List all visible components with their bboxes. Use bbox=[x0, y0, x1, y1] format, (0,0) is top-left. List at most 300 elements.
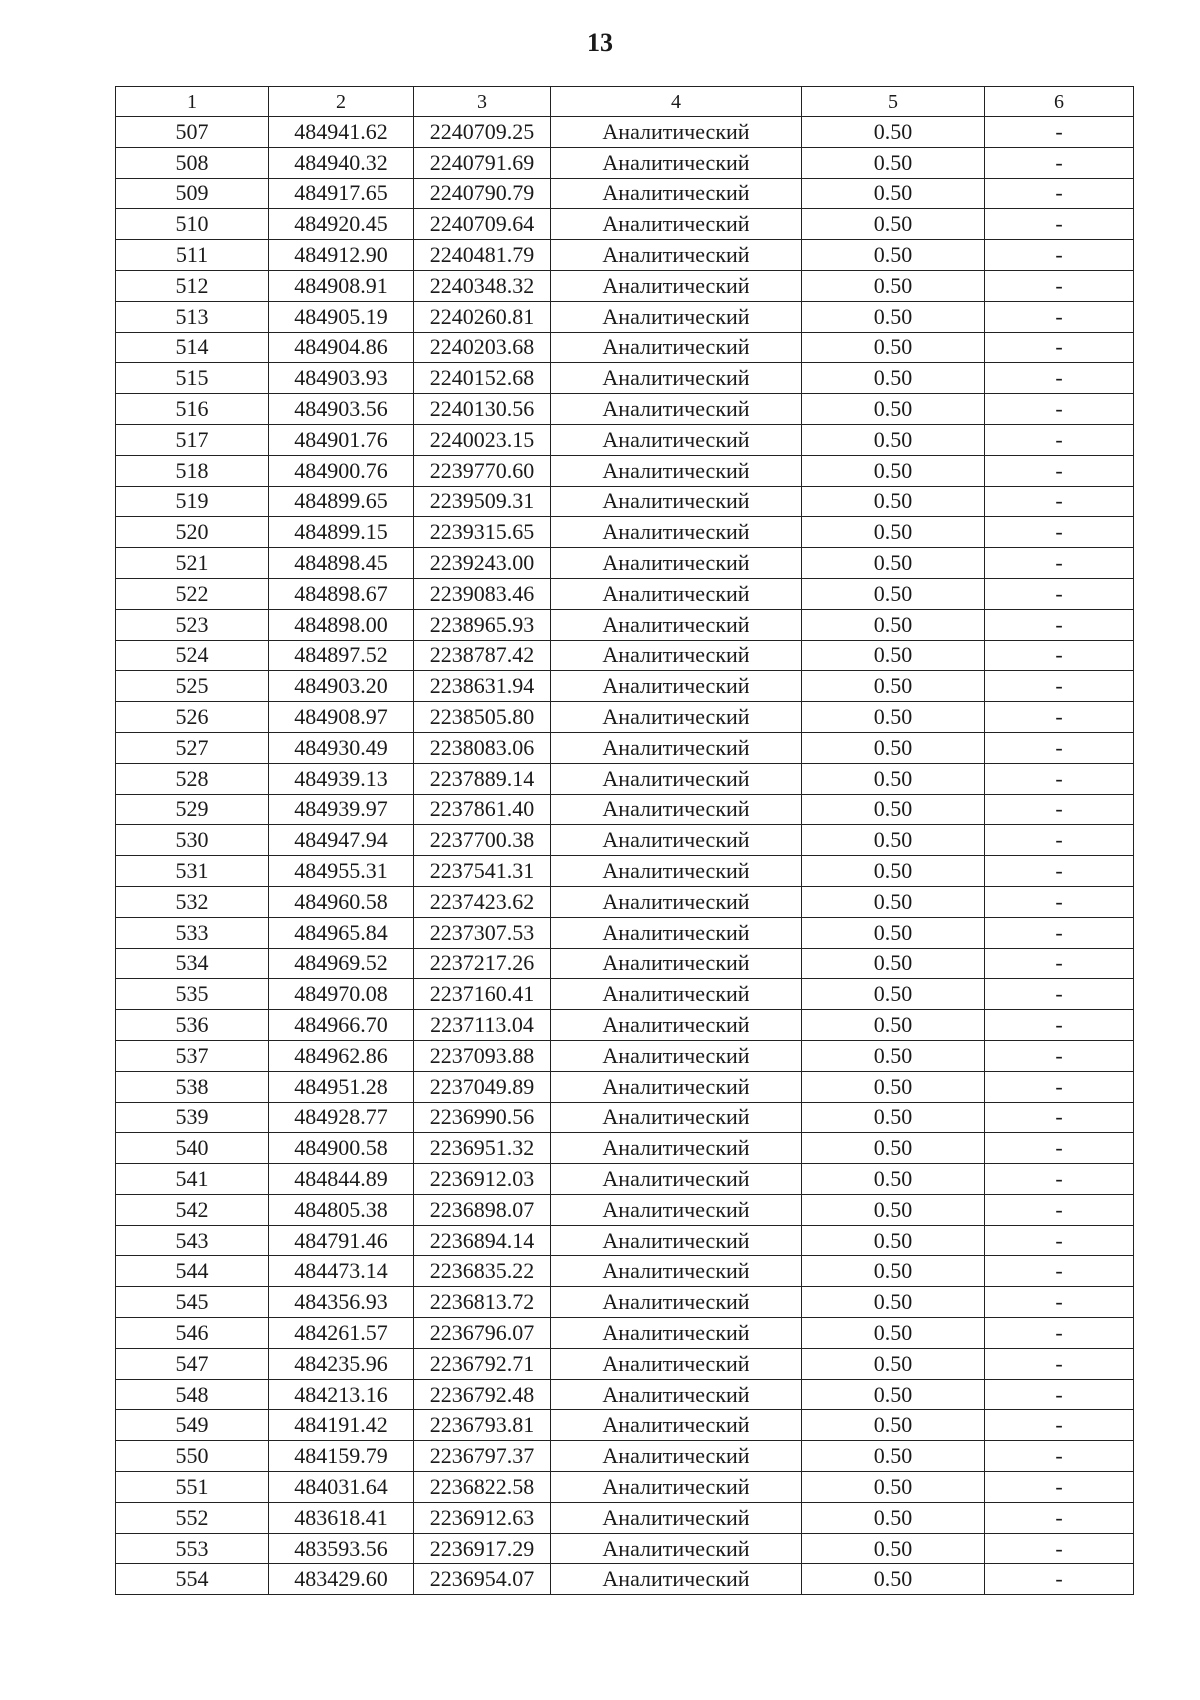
table-cell: Аналитический bbox=[551, 332, 802, 363]
table-cell: 527 bbox=[116, 732, 269, 763]
table-cell: 484903.56 bbox=[269, 394, 414, 425]
table-cell: Аналитический bbox=[551, 394, 802, 425]
table-cell: 0.50 bbox=[802, 147, 985, 178]
table-cell: 2240791.69 bbox=[414, 147, 551, 178]
table-cell: 550 bbox=[116, 1441, 269, 1472]
table-row bbox=[116, 486, 1134, 517]
table-cell: Аналитический bbox=[551, 979, 802, 1010]
column-header: 4 bbox=[551, 87, 802, 117]
table-cell: 484356.93 bbox=[269, 1287, 414, 1318]
column-header: 6 bbox=[985, 87, 1134, 117]
table-cell: 2236912.63 bbox=[414, 1502, 551, 1533]
table-cell: 517 bbox=[116, 424, 269, 455]
table-cell: 0.50 bbox=[802, 240, 985, 271]
table-cell: - bbox=[985, 1194, 1134, 1225]
table-cell: 484261.57 bbox=[269, 1318, 414, 1349]
table-cell: 2236813.72 bbox=[414, 1287, 551, 1318]
table-cell: 484965.84 bbox=[269, 917, 414, 948]
table-cell: 484970.08 bbox=[269, 979, 414, 1010]
table-cell: 2239083.46 bbox=[414, 578, 551, 609]
table-cell: Аналитический bbox=[551, 886, 802, 917]
table-cell: - bbox=[985, 1410, 1134, 1441]
table-cell: 2237049.89 bbox=[414, 1071, 551, 1102]
table-cell: 2240023.15 bbox=[414, 424, 551, 455]
table-cell: 484898.00 bbox=[269, 609, 414, 640]
table-cell: 484898.67 bbox=[269, 578, 414, 609]
table-cell: 484962.86 bbox=[269, 1040, 414, 1071]
table-cell: 0.50 bbox=[802, 548, 985, 579]
table-cell: Аналитический bbox=[551, 1441, 802, 1472]
table-cell: 2236898.07 bbox=[414, 1194, 551, 1225]
table-cell: 0.50 bbox=[802, 270, 985, 301]
table-cell: 2236951.32 bbox=[414, 1133, 551, 1164]
table-cell: - bbox=[985, 147, 1134, 178]
table-cell: - bbox=[985, 548, 1134, 579]
table-cell: 2236793.81 bbox=[414, 1410, 551, 1441]
table-cell: - bbox=[985, 1564, 1134, 1595]
table-cell: 2236835.22 bbox=[414, 1256, 551, 1287]
table-cell: 0.50 bbox=[802, 794, 985, 825]
table-cell: 2240203.68 bbox=[414, 332, 551, 363]
table-cell: - bbox=[985, 1318, 1134, 1349]
table-cell: 538 bbox=[116, 1071, 269, 1102]
table-cell: 2237889.14 bbox=[414, 763, 551, 794]
table-cell: - bbox=[985, 578, 1134, 609]
table-cell: Аналитический bbox=[551, 1040, 802, 1071]
table-cell: 535 bbox=[116, 979, 269, 1010]
table-cell: 0.50 bbox=[802, 671, 985, 702]
table-row bbox=[116, 1564, 1134, 1595]
table-cell: 483618.41 bbox=[269, 1502, 414, 1533]
table-cell: 544 bbox=[116, 1256, 269, 1287]
table-body bbox=[116, 117, 1134, 1595]
column-header: 2 bbox=[269, 87, 414, 117]
table-cell: 549 bbox=[116, 1410, 269, 1441]
table-cell: 2238965.93 bbox=[414, 609, 551, 640]
table-cell: - bbox=[985, 394, 1134, 425]
table-cell: 2236797.37 bbox=[414, 1441, 551, 1472]
table-cell: 0.50 bbox=[802, 1194, 985, 1225]
table-cell: Аналитический bbox=[551, 1194, 802, 1225]
table-row bbox=[116, 548, 1134, 579]
table-cell: Аналитический bbox=[551, 948, 802, 979]
column-header: 3 bbox=[414, 87, 551, 117]
table-row bbox=[116, 1441, 1134, 1472]
table-row bbox=[116, 117, 1134, 148]
table-cell: - bbox=[985, 1040, 1134, 1071]
table-cell: 484191.42 bbox=[269, 1410, 414, 1441]
table-cell: 523 bbox=[116, 609, 269, 640]
table-cell: - bbox=[985, 671, 1134, 702]
table-cell: Аналитический bbox=[551, 1410, 802, 1441]
table-cell: 2240481.79 bbox=[414, 240, 551, 271]
table-cell: 524 bbox=[116, 640, 269, 671]
table-cell: 2236796.07 bbox=[414, 1318, 551, 1349]
table-cell: 484955.31 bbox=[269, 856, 414, 887]
table-cell: 0.50 bbox=[802, 1564, 985, 1595]
table-cell: - bbox=[985, 948, 1134, 979]
table-cell: - bbox=[985, 1287, 1134, 1318]
table-cell: - bbox=[985, 1010, 1134, 1041]
table-cell: 484898.45 bbox=[269, 548, 414, 579]
table-cell: 533 bbox=[116, 917, 269, 948]
table-row bbox=[116, 240, 1134, 271]
table-cell: 484951.28 bbox=[269, 1071, 414, 1102]
table-row bbox=[116, 270, 1134, 301]
table-cell: 542 bbox=[116, 1194, 269, 1225]
table-row bbox=[116, 1410, 1134, 1441]
table-cell: 0.50 bbox=[802, 578, 985, 609]
table-cell: - bbox=[985, 979, 1134, 1010]
table-cell: 548 bbox=[116, 1379, 269, 1410]
table-row bbox=[116, 1318, 1134, 1349]
table-cell: 0.50 bbox=[802, 886, 985, 917]
table-cell: 0.50 bbox=[802, 1040, 985, 1071]
table-cell: 530 bbox=[116, 825, 269, 856]
table-row bbox=[116, 640, 1134, 671]
table-cell: 554 bbox=[116, 1564, 269, 1595]
table-cell: 2238631.94 bbox=[414, 671, 551, 702]
table-cell: Аналитический bbox=[551, 702, 802, 733]
table-cell: 526 bbox=[116, 702, 269, 733]
table-cell: 529 bbox=[116, 794, 269, 825]
table-cell: - bbox=[985, 209, 1134, 240]
table-cell: 0.50 bbox=[802, 1472, 985, 1503]
table-cell: Аналитический bbox=[551, 1164, 802, 1195]
table-cell: - bbox=[985, 1441, 1134, 1472]
table-cell: 484805.38 bbox=[269, 1194, 414, 1225]
table-cell: Аналитический bbox=[551, 363, 802, 394]
table-cell: 484900.76 bbox=[269, 455, 414, 486]
table-cell: 2239509.31 bbox=[414, 486, 551, 517]
table-cell: Аналитический bbox=[551, 763, 802, 794]
table-cell: 518 bbox=[116, 455, 269, 486]
table-cell: - bbox=[985, 763, 1134, 794]
table-cell: 484939.13 bbox=[269, 763, 414, 794]
table-cell: 0.50 bbox=[802, 1533, 985, 1564]
table-cell: - bbox=[985, 270, 1134, 301]
table-cell: Аналитический bbox=[551, 1502, 802, 1533]
table-cell: 2240348.32 bbox=[414, 270, 551, 301]
table-cell: 0.50 bbox=[802, 486, 985, 517]
table-cell: 2237093.88 bbox=[414, 1040, 551, 1071]
table-cell: Аналитический bbox=[551, 578, 802, 609]
table-cell: - bbox=[985, 886, 1134, 917]
table-cell: 528 bbox=[116, 763, 269, 794]
table-cell: 2236822.58 bbox=[414, 1472, 551, 1503]
table-cell: 509 bbox=[116, 178, 269, 209]
table-cell: 546 bbox=[116, 1318, 269, 1349]
table-header-row bbox=[116, 87, 1134, 117]
table-row bbox=[116, 455, 1134, 486]
table-row bbox=[116, 1379, 1134, 1410]
table-row bbox=[116, 948, 1134, 979]
table-cell: 484791.46 bbox=[269, 1225, 414, 1256]
table-cell: Аналитический bbox=[551, 1071, 802, 1102]
table-cell: Аналитический bbox=[551, 147, 802, 178]
table-cell: Аналитический bbox=[551, 917, 802, 948]
table-cell: 484917.65 bbox=[269, 178, 414, 209]
table-cell: - bbox=[985, 486, 1134, 517]
table-cell: 515 bbox=[116, 363, 269, 394]
table-cell: Аналитический bbox=[551, 671, 802, 702]
table-cell: Аналитический bbox=[551, 1318, 802, 1349]
table-cell: Аналитический bbox=[551, 548, 802, 579]
table-cell: Аналитический bbox=[551, 178, 802, 209]
table-cell: 0.50 bbox=[802, 178, 985, 209]
table-cell: 484213.16 bbox=[269, 1379, 414, 1410]
table-cell: 0.50 bbox=[802, 1071, 985, 1102]
table-cell: 2236912.03 bbox=[414, 1164, 551, 1195]
table-cell: 484912.90 bbox=[269, 240, 414, 271]
table-cell: 484908.97 bbox=[269, 702, 414, 733]
table-cell: 2236917.29 bbox=[414, 1533, 551, 1564]
table-cell: 483429.60 bbox=[269, 1564, 414, 1595]
table-cell: - bbox=[985, 332, 1134, 363]
table-cell: 0.50 bbox=[802, 424, 985, 455]
table-cell: 484899.65 bbox=[269, 486, 414, 517]
table-cell: 484904.86 bbox=[269, 332, 414, 363]
table-cell: - bbox=[985, 732, 1134, 763]
table-cell: Аналитический bbox=[551, 825, 802, 856]
table-cell: 2238083.06 bbox=[414, 732, 551, 763]
table-cell: 511 bbox=[116, 240, 269, 271]
table-cell: Аналитический bbox=[551, 640, 802, 671]
table-cell: 531 bbox=[116, 856, 269, 887]
table-cell: - bbox=[985, 301, 1134, 332]
table-cell: 2238787.42 bbox=[414, 640, 551, 671]
table-cell: Аналитический bbox=[551, 1533, 802, 1564]
table-row bbox=[116, 979, 1134, 1010]
table-row bbox=[116, 732, 1134, 763]
table-cell: - bbox=[985, 609, 1134, 640]
table-cell: 484903.93 bbox=[269, 363, 414, 394]
table-cell: - bbox=[985, 1502, 1134, 1533]
table-row bbox=[116, 702, 1134, 733]
table-cell: - bbox=[985, 794, 1134, 825]
table-row bbox=[116, 517, 1134, 548]
table-cell: 0.50 bbox=[802, 1133, 985, 1164]
table-cell: 0.50 bbox=[802, 1379, 985, 1410]
table-cell: 0.50 bbox=[802, 1164, 985, 1195]
table-cell: 0.50 bbox=[802, 1441, 985, 1472]
table-cell: Аналитический bbox=[551, 1472, 802, 1503]
table-cell: 484897.52 bbox=[269, 640, 414, 671]
table-cell: - bbox=[985, 917, 1134, 948]
table-cell: 484940.32 bbox=[269, 147, 414, 178]
table-cell: 0.50 bbox=[802, 1102, 985, 1133]
table-row bbox=[116, 1348, 1134, 1379]
table-cell: Аналитический bbox=[551, 455, 802, 486]
table-cell: 2239315.65 bbox=[414, 517, 551, 548]
table-cell: 537 bbox=[116, 1040, 269, 1071]
table-cell: 536 bbox=[116, 1010, 269, 1041]
table-cell: 0.50 bbox=[802, 455, 985, 486]
table-cell: - bbox=[985, 640, 1134, 671]
table-cell: 2240709.64 bbox=[414, 209, 551, 240]
table-cell: 0.50 bbox=[802, 1287, 985, 1318]
table-cell: Аналитический bbox=[551, 1225, 802, 1256]
table-row bbox=[116, 301, 1134, 332]
table-cell: 0.50 bbox=[802, 332, 985, 363]
table-cell: 484900.58 bbox=[269, 1133, 414, 1164]
table-cell: - bbox=[985, 1133, 1134, 1164]
table-cell: 2239243.00 bbox=[414, 548, 551, 579]
table-cell: 2240790.79 bbox=[414, 178, 551, 209]
table-cell: Аналитический bbox=[551, 517, 802, 548]
table-cell: Аналитический bbox=[551, 794, 802, 825]
table-cell: 484969.52 bbox=[269, 948, 414, 979]
table-cell: Аналитический bbox=[551, 270, 802, 301]
table-cell: 484899.15 bbox=[269, 517, 414, 548]
table-cell: - bbox=[985, 455, 1134, 486]
table-cell: 520 bbox=[116, 517, 269, 548]
table-cell: 0.50 bbox=[802, 732, 985, 763]
table-cell: Аналитический bbox=[551, 1287, 802, 1318]
table-row bbox=[116, 1502, 1134, 1533]
table-cell: - bbox=[985, 702, 1134, 733]
table-cell: - bbox=[985, 517, 1134, 548]
table-cell: Аналитический bbox=[551, 1564, 802, 1595]
table-row bbox=[116, 1287, 1134, 1318]
table-cell: 0.50 bbox=[802, 1502, 985, 1533]
table-cell: 2236894.14 bbox=[414, 1225, 551, 1256]
table-cell: - bbox=[985, 1164, 1134, 1195]
table-cell: 521 bbox=[116, 548, 269, 579]
table-cell: 2240152.68 bbox=[414, 363, 551, 394]
table-cell: 2237700.38 bbox=[414, 825, 551, 856]
table-cell: 2238505.80 bbox=[414, 702, 551, 733]
table-cell: 0.50 bbox=[802, 640, 985, 671]
table-cell: 484031.64 bbox=[269, 1472, 414, 1503]
table-cell: - bbox=[985, 856, 1134, 887]
table-cell: 507 bbox=[116, 117, 269, 148]
coordinates-table bbox=[115, 86, 1134, 1595]
table-cell: 0.50 bbox=[802, 609, 985, 640]
table-cell: 0.50 bbox=[802, 209, 985, 240]
table-cell: 2237160.41 bbox=[414, 979, 551, 1010]
table-cell: 508 bbox=[116, 147, 269, 178]
table-cell: 484941.62 bbox=[269, 117, 414, 148]
table-cell: 484159.79 bbox=[269, 1441, 414, 1472]
table-cell: 2240260.81 bbox=[414, 301, 551, 332]
table-cell: 2236792.48 bbox=[414, 1379, 551, 1410]
table-cell: 2237861.40 bbox=[414, 794, 551, 825]
table-cell: 0.50 bbox=[802, 702, 985, 733]
table-row bbox=[116, 394, 1134, 425]
table-cell: - bbox=[985, 1379, 1134, 1410]
table-cell: - bbox=[985, 1348, 1134, 1379]
table-cell: 2236954.07 bbox=[414, 1564, 551, 1595]
table-cell: 0.50 bbox=[802, 1010, 985, 1041]
table-cell: 484939.97 bbox=[269, 794, 414, 825]
table-row bbox=[116, 424, 1134, 455]
table-cell: 484844.89 bbox=[269, 1164, 414, 1195]
table-cell: 484966.70 bbox=[269, 1010, 414, 1041]
table-cell: 0.50 bbox=[802, 394, 985, 425]
table-cell: - bbox=[985, 1102, 1134, 1133]
table-cell: - bbox=[985, 1071, 1134, 1102]
table-row bbox=[116, 1533, 1134, 1564]
table-cell: 0.50 bbox=[802, 979, 985, 1010]
table-cell: - bbox=[985, 1225, 1134, 1256]
table-cell: 0.50 bbox=[802, 856, 985, 887]
table-cell: 2236990.56 bbox=[414, 1102, 551, 1133]
table-cell: Аналитический bbox=[551, 117, 802, 148]
table-cell: 2239770.60 bbox=[414, 455, 551, 486]
table-cell: 0.50 bbox=[802, 117, 985, 148]
table-row bbox=[116, 363, 1134, 394]
table-cell: 551 bbox=[116, 1472, 269, 1503]
table-cell: - bbox=[985, 1472, 1134, 1503]
table-cell: 0.50 bbox=[802, 948, 985, 979]
table-cell: 2237541.31 bbox=[414, 856, 551, 887]
table-cell: 0.50 bbox=[802, 1348, 985, 1379]
table-cell: 484473.14 bbox=[269, 1256, 414, 1287]
table-cell: 484920.45 bbox=[269, 209, 414, 240]
table-row bbox=[116, 763, 1134, 794]
table-cell: 484901.76 bbox=[269, 424, 414, 455]
table-cell: 2240130.56 bbox=[414, 394, 551, 425]
table-cell: 516 bbox=[116, 394, 269, 425]
table-cell: 484947.94 bbox=[269, 825, 414, 856]
table-cell: 2237423.62 bbox=[414, 886, 551, 917]
table-cell: 484928.77 bbox=[269, 1102, 414, 1133]
table-cell: 545 bbox=[116, 1287, 269, 1318]
table-cell: 2237307.53 bbox=[414, 917, 551, 948]
column-header: 1 bbox=[116, 87, 269, 117]
table-cell: 484930.49 bbox=[269, 732, 414, 763]
table-cell: Аналитический bbox=[551, 1256, 802, 1287]
table-row bbox=[116, 671, 1134, 702]
table-cell: 484235.96 bbox=[269, 1348, 414, 1379]
table-cell: Аналитический bbox=[551, 1102, 802, 1133]
table-cell: 0.50 bbox=[802, 1318, 985, 1349]
table-row bbox=[116, 856, 1134, 887]
table-cell: 484903.20 bbox=[269, 671, 414, 702]
table-cell: 2237113.04 bbox=[414, 1010, 551, 1041]
table-row bbox=[116, 794, 1134, 825]
table-row bbox=[116, 1225, 1134, 1256]
table-row bbox=[116, 178, 1134, 209]
table-row bbox=[116, 917, 1134, 948]
table-row bbox=[116, 1256, 1134, 1287]
table-row bbox=[116, 825, 1134, 856]
table-row bbox=[116, 1102, 1134, 1133]
table-cell: 522 bbox=[116, 578, 269, 609]
table-cell: Аналитический bbox=[551, 301, 802, 332]
table-cell: 2236792.71 bbox=[414, 1348, 551, 1379]
table-row bbox=[116, 1010, 1134, 1041]
table-row bbox=[116, 1472, 1134, 1503]
table-cell: 0.50 bbox=[802, 825, 985, 856]
table-cell: 552 bbox=[116, 1502, 269, 1533]
table-row bbox=[116, 1164, 1134, 1195]
table-cell: Аналитический bbox=[551, 1379, 802, 1410]
table-cell: 543 bbox=[116, 1225, 269, 1256]
table-cell: 513 bbox=[116, 301, 269, 332]
table-cell: 484908.91 bbox=[269, 270, 414, 301]
table-row bbox=[116, 578, 1134, 609]
table-cell: 534 bbox=[116, 948, 269, 979]
table-cell: - bbox=[985, 825, 1134, 856]
table-row bbox=[116, 1040, 1134, 1071]
table-cell: - bbox=[985, 178, 1134, 209]
table-cell: - bbox=[985, 1533, 1134, 1564]
table-cell: 519 bbox=[116, 486, 269, 517]
table-cell: 2240709.25 bbox=[414, 117, 551, 148]
table-cell: 0.50 bbox=[802, 763, 985, 794]
